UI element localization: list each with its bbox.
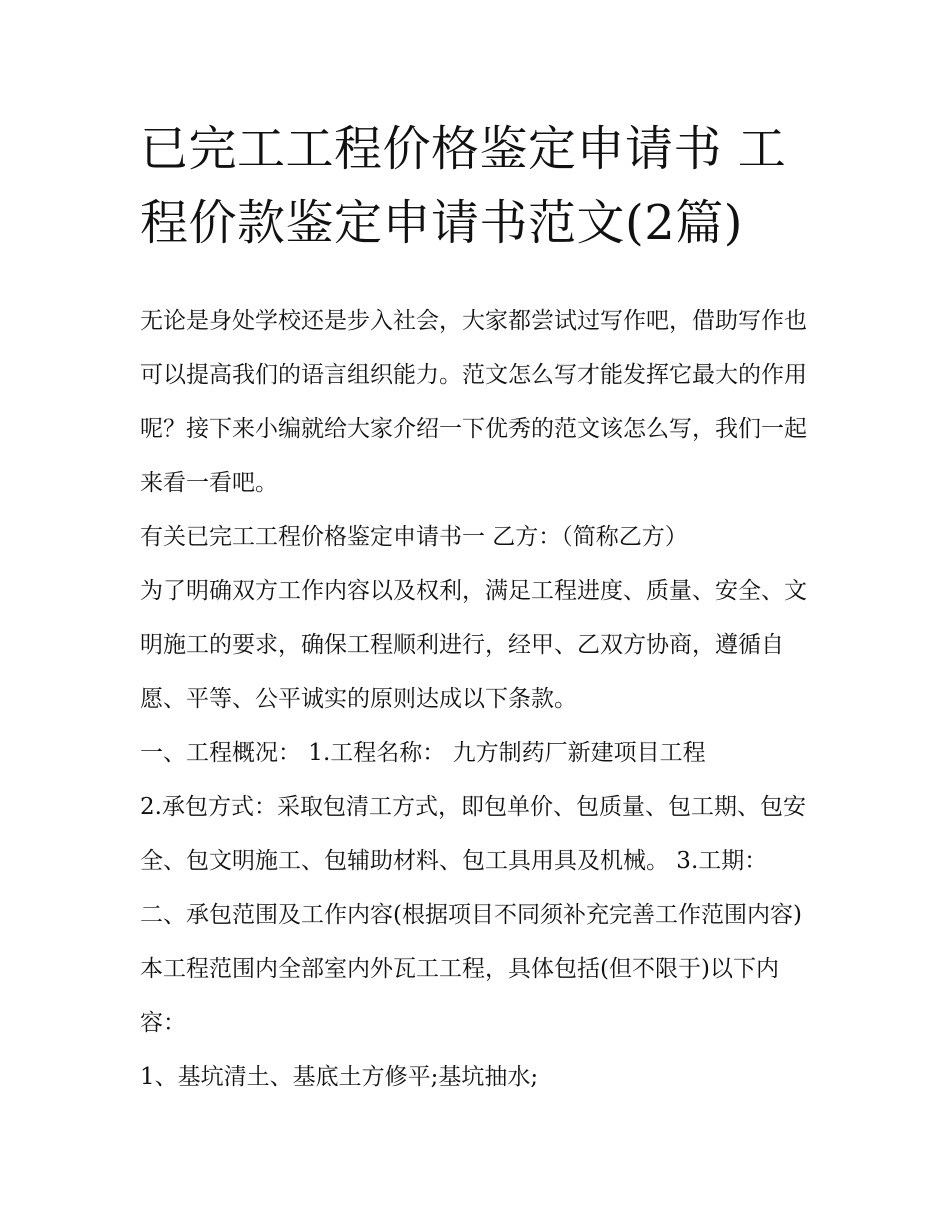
document-page [140, 112, 820, 1104]
project-overview-paragraph: 一、工程概况： 1.工程名称： 九方制药厂新建项目工程 [140, 740, 706, 766]
scope-paragraph: 二、承包范围及工作内容(根据项目不同须补充完善工作范围内容) 本工程范围内全部室内外瓦工工程，具体包括(但不限于)以下内容： [140, 902, 802, 1036]
scope-item-1: 1、基坑清土、基底土方修平;基坑抽水; [140, 1064, 539, 1090]
contract-method-paragraph: 2.承包方式：采取包清工方式，即包单价、包质量、包工期、包安全、包文明施工、包辅助材料、包工具用具及机械。 3.工期： [140, 794, 806, 874]
section-heading-paragraph: 有关已完工工程价格鉴定申请书一 乙方：（简称乙方） [140, 524, 688, 550]
purpose-paragraph: 为了明确双方工作内容以及权利，满足工程进度、质量、安全、文明施工的要求，确保工程顺利进行，经甲、乙双方协商，遵循自愿、平等、公平诚实的原则达成以下条款。 [140, 578, 807, 712]
document-body [140, 294, 820, 1104]
document-title: 已完工工程价格鉴定申请书 工程价款鉴定申请书范文(2篇) [140, 121, 787, 251]
intro-paragraph: 无论是身处学校还是步入社会，大家都尝试过写作吧，借助写作也可以提高我们的语言组织能力。范文怎么写才能发挥它最大的作用呢？接下来小编就给大家介绍一下优秀的范文该怎么写，我们一起来看一看吧。 [140, 308, 807, 496]
